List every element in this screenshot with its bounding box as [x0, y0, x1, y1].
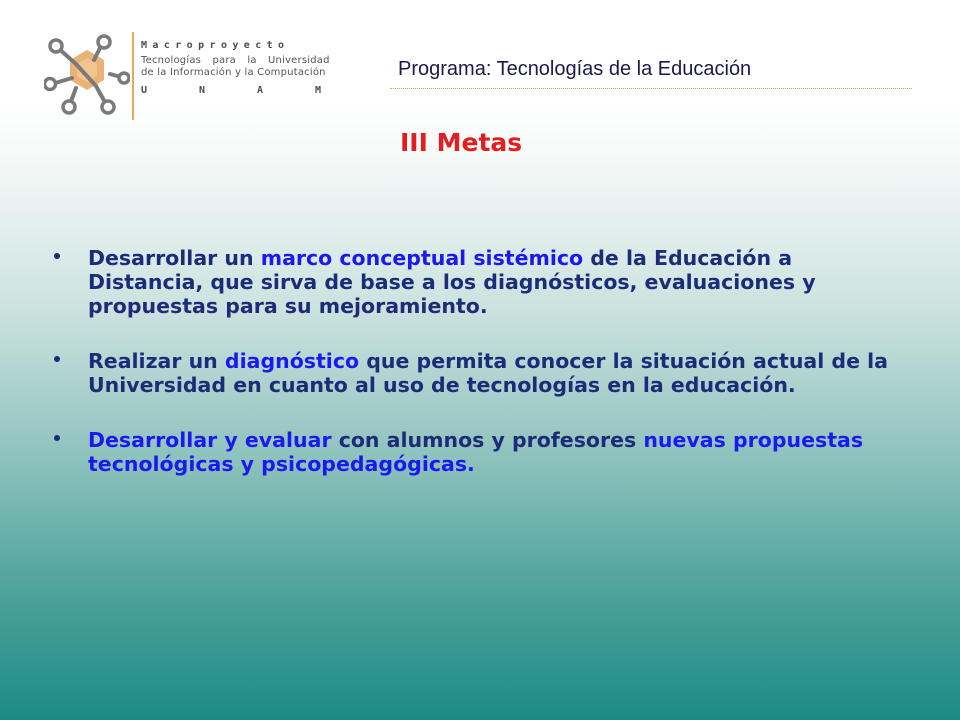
logo-line-1: Tecnologías para la Universidad — [141, 55, 330, 66]
goal-item — [54, 428, 904, 476]
goal-text — [88, 349, 904, 397]
goal-text — [88, 428, 904, 476]
goal-highlight: nuevas propuestas tecnológicas y psicopedagógicas. — [88, 428, 864, 476]
goal-item — [54, 349, 904, 397]
program-name: Programa: Tecnologías de la Educación — [398, 58, 752, 80]
goal-text — [88, 246, 904, 318]
goal-highlight: Desarrollar y evaluar — [88, 428, 332, 452]
logo-text — [141, 40, 374, 96]
bullet-icon — [54, 253, 60, 259]
goal-text-segment: Desarrollar un — [88, 246, 261, 270]
header-divider — [390, 88, 912, 89]
logo-divider — [132, 32, 134, 120]
goal-text-segment: que permita conocer la situación actual de la Universidad en cuanto al uso de tecnologías en la educación. — [88, 349, 888, 397]
bullet-icon — [54, 435, 60, 441]
bullet-icon — [54, 356, 60, 362]
goal-text-segment: de la Educación a Distancia, que sirva de base a los diagnósticos, evaluaciones y propuestas para su mejoramiento. — [88, 246, 816, 318]
logo-line-2: de la Información y la Computación — [141, 67, 326, 78]
logo-acronym: UNAM — [141, 85, 374, 96]
logo-title: Macroproyecto — [141, 40, 290, 51]
goals-list — [54, 246, 904, 507]
goal-highlight: marco conceptual sistémico — [260, 246, 584, 270]
slide-title: III Metas — [400, 128, 523, 157]
goal-text-segment: con alumnos y profesores — [331, 428, 644, 452]
goal-text-segment: Realizar un — [88, 349, 225, 373]
macroproyecto-logo — [44, 30, 374, 120]
network-hexagon-icon — [44, 34, 130, 116]
goal-item — [54, 246, 904, 318]
goal-highlight: diagnóstico — [224, 349, 360, 373]
